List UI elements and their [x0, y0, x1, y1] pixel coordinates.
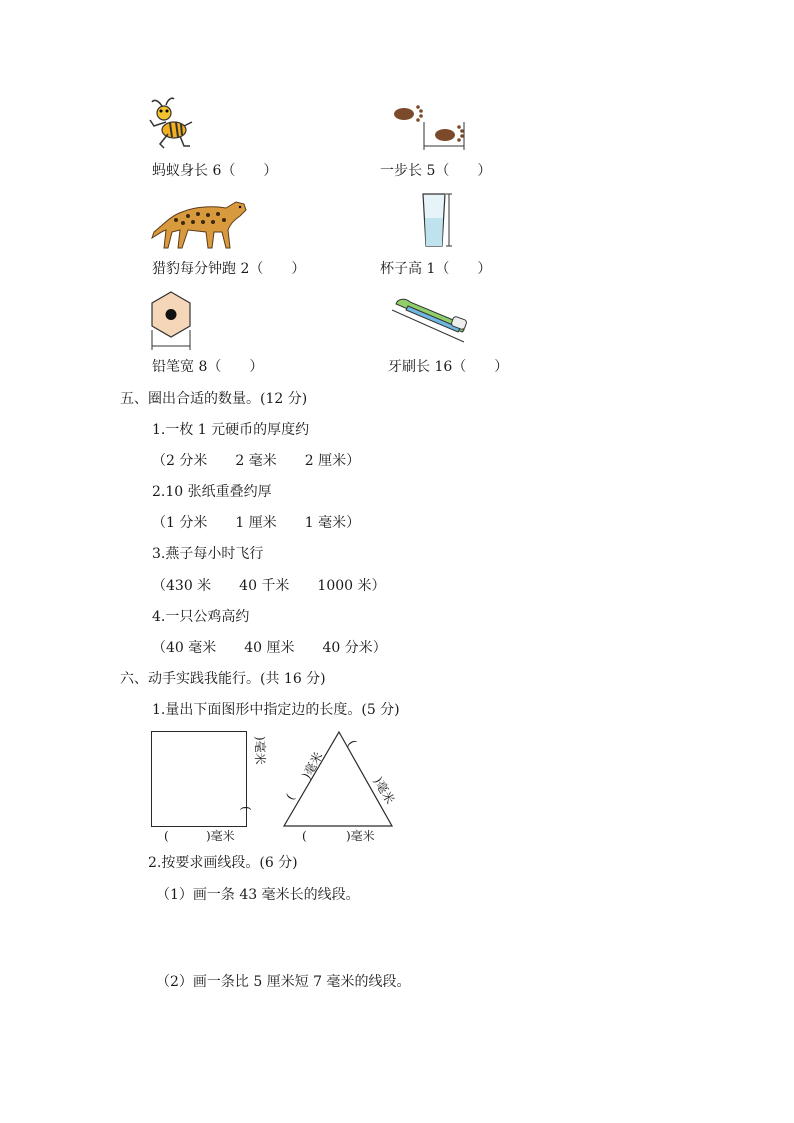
- q4-text: 4.一只公鸡高约: [152, 609, 250, 625]
- cheetah-picture: [148, 192, 250, 252]
- section5-heading: 五、圈出合适的数量。(12 分): [120, 391, 308, 407]
- triangle-left-open: (: [283, 791, 298, 803]
- step-length-item: 一步长 5（ ）: [380, 163, 492, 179]
- square-bottom-open: (: [164, 829, 169, 843]
- triangle-bottom-unit: )毫米: [346, 829, 375, 843]
- q3-text: 3.燕子每小时飞行: [152, 546, 264, 562]
- draw-task-1: （1）画一条 43 毫米长的线段。: [156, 887, 360, 903]
- q2-text: 2.10 张纸重叠约厚: [152, 484, 272, 500]
- triangle-right-open: (: [344, 737, 360, 749]
- triangle-bottom-open: (: [302, 829, 307, 843]
- section6-heading: 六、动手实践我能行。(共 16 分): [120, 671, 326, 687]
- pencil-end-picture: [148, 290, 194, 352]
- toothbrush-picture: [388, 294, 474, 348]
- q4-options: （40 毫米 40 厘米 40 分米）: [152, 640, 387, 656]
- triangle-right-unit: )毫米: [370, 774, 398, 807]
- triangle-left-unit: )毫米: [299, 749, 326, 782]
- cup-height-item: 杯子高 1（ ）: [380, 261, 492, 277]
- square-figure: [151, 731, 247, 827]
- toothbrush-length-item: 牙刷长 16（ ）: [388, 359, 509, 375]
- draw-question: 2.按要求画线段。(6 分): [148, 855, 298, 871]
- draw-task-2: （2）画一条比 5 厘米短 7 毫米的线段。: [156, 974, 411, 990]
- ant-picture: [144, 96, 196, 152]
- measure-question: 1.量出下面图形中指定边的长度。(5 分): [152, 702, 400, 718]
- q2-options: （1 分米 1 厘米 1 毫米）: [152, 515, 361, 531]
- pencil-width-item: 铅笔宽 8（ ）: [152, 359, 264, 375]
- square-right-unit: )毫米: [253, 736, 267, 765]
- cup-picture: [418, 190, 454, 252]
- cheetah-speed-item: 猎豹每分钟跑 2（ ）: [152, 261, 306, 277]
- q1-options: （2 分米 2 毫米 2 厘米）: [152, 453, 361, 469]
- square-right-open: (: [239, 806, 253, 811]
- footprints-picture: [390, 102, 468, 152]
- ant-length-item: 蚂蚁身长 6（ ）: [152, 163, 278, 179]
- q3-options: （430 米 40 千米 1000 米）: [152, 578, 386, 594]
- square-bottom-unit: )毫米: [206, 829, 235, 843]
- q1-text: 1.一枚 1 元硬币的厚度约: [152, 422, 310, 438]
